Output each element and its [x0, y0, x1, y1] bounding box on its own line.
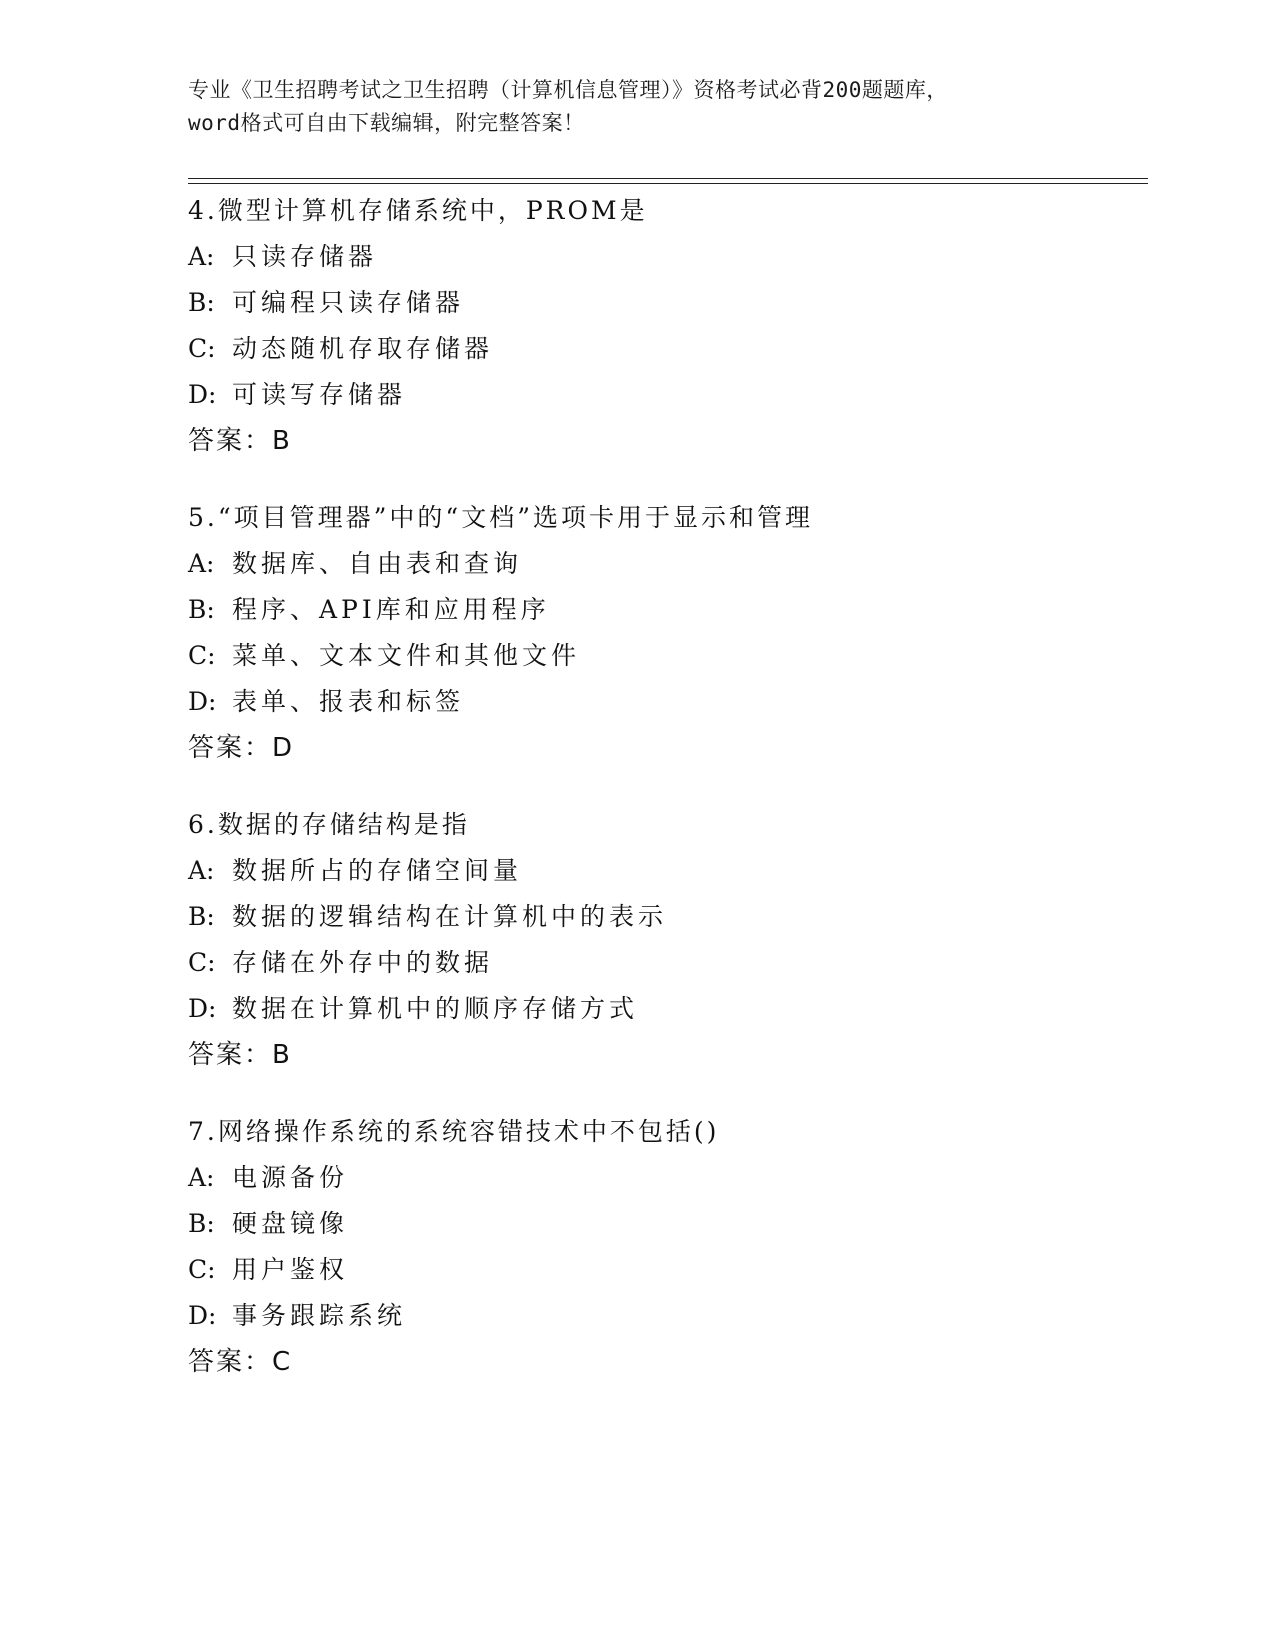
question-title: 4.微型计算机存储系统中，PROM是	[188, 196, 648, 225]
answer-line: 答案：B	[188, 1040, 292, 1070]
option-b	[188, 280, 1148, 326]
header-divider-bottom	[188, 183, 1148, 184]
option-c	[188, 1247, 1148, 1293]
option-key: A:	[188, 242, 215, 271]
option-a	[188, 848, 1148, 894]
option-b	[188, 894, 1148, 940]
option-key: C:	[188, 641, 216, 670]
header-line-2: word格式可自由下载编辑，附完整答案！	[188, 111, 585, 135]
option-text: 数据库、自由表和查询	[232, 549, 523, 578]
question-5	[188, 495, 1148, 771]
option-text: 菜单、文本文件和其他文件	[232, 641, 581, 670]
option-key: B:	[188, 902, 215, 931]
option-key: C:	[188, 334, 216, 363]
option-key: B:	[188, 288, 215, 317]
question-title: 6.数据的存储结构是指	[188, 810, 470, 839]
option-c	[188, 633, 1148, 679]
option-text: 数据在计算机中的顺序存储方式	[232, 994, 639, 1023]
option-text: 只读存储器	[232, 242, 378, 271]
option-text: 电源备份	[232, 1163, 349, 1192]
option-key: D:	[188, 1301, 217, 1330]
option-c	[188, 940, 1148, 986]
option-key: A:	[188, 549, 215, 578]
option-text: 可编程只读存储器	[232, 288, 465, 317]
option-key: B:	[188, 595, 215, 624]
option-c	[188, 326, 1148, 372]
question-title: 7.网络操作系统的系统容错技术中不包括()	[188, 1117, 720, 1146]
option-text: 数据的逻辑结构在计算机中的表示	[232, 902, 668, 931]
option-key: D:	[188, 994, 217, 1023]
answer-line: 答案：B	[188, 426, 292, 456]
header-divider-top	[188, 178, 1148, 179]
option-text: 存储在外存中的数据	[232, 948, 494, 977]
option-d	[188, 986, 1148, 1032]
option-a	[188, 541, 1148, 587]
option-key: A:	[188, 856, 215, 885]
option-text: 动态随机存取存储器	[232, 334, 494, 363]
option-key: D:	[188, 380, 217, 409]
option-text: 事务跟踪系统	[232, 1301, 407, 1330]
option-b	[188, 1201, 1148, 1247]
option-key: A:	[188, 1163, 215, 1192]
answer-line: 答案：D	[188, 733, 295, 763]
option-text: 硬盘镜像	[232, 1209, 349, 1238]
answer-line: 答案：C	[188, 1347, 293, 1377]
document-header	[188, 74, 1148, 140]
header-line-1: 专业《卫生招聘考试之卫生招聘（计算机信息管理）》资格考试必背200题题库，	[188, 78, 948, 102]
option-b	[188, 587, 1148, 633]
question-4	[188, 188, 1148, 464]
option-a	[188, 234, 1148, 280]
option-text: 用户鉴权	[232, 1255, 349, 1284]
option-key: C:	[188, 1255, 216, 1284]
option-key: D:	[188, 687, 217, 716]
option-d	[188, 1293, 1148, 1339]
option-d	[188, 679, 1148, 725]
option-text: 数据所占的存储空间量	[232, 856, 523, 885]
option-d	[188, 372, 1148, 418]
question-title: 5.“项目管理器”中的“文档”选项卡用于显示和管理	[188, 503, 813, 532]
option-key: C:	[188, 948, 216, 977]
option-text: 表单、报表和标签	[232, 687, 465, 716]
option-text: 可读写存储器	[232, 380, 407, 409]
option-text: 程序、API库和应用程序	[232, 595, 550, 624]
option-a	[188, 1155, 1148, 1201]
option-key: B:	[188, 1209, 215, 1238]
question-6	[188, 802, 1148, 1078]
question-7	[188, 1109, 1148, 1385]
